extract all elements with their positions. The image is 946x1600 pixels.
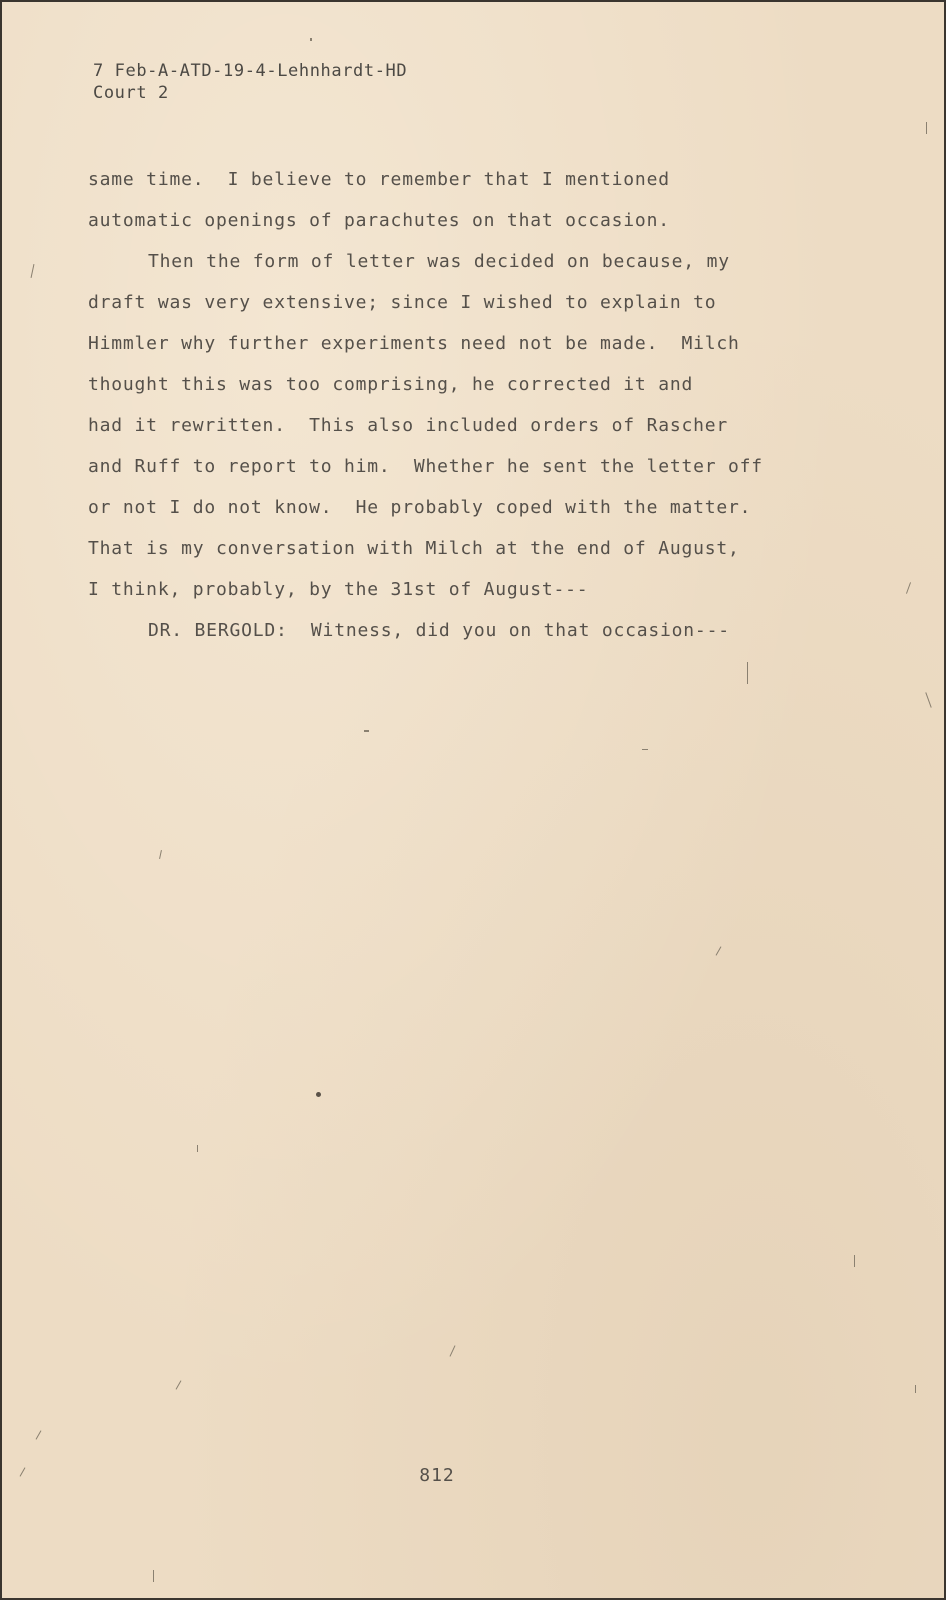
document-reference: 7 Feb-A-ATD-19-4-Lehnhardt-HD <box>93 61 408 81</box>
text-line: Then the form of letter was decided on because, my <box>148 251 730 272</box>
page-number: 812 <box>419 1465 455 1486</box>
document-header <box>93 60 407 104</box>
text-line: and Ruff to report to him. Whether he sent the letter off <box>88 456 763 477</box>
text-line: automatic openings of parachutes on that occasion. <box>88 210 670 231</box>
text-line: That is my conversation with Milch at the end of August, <box>88 538 740 559</box>
paper-speck <box>364 730 369 732</box>
court-label: Court 2 <box>93 83 169 103</box>
text-line: I think, probably, by the 31st of August--- <box>88 579 589 600</box>
paper-speck <box>642 749 648 750</box>
paper-speck <box>925 692 931 707</box>
paper-speck <box>159 850 162 859</box>
text-line: or not I do not know. He probably coped with the matter. <box>88 497 752 518</box>
transcript-body <box>88 159 808 651</box>
paper-speck <box>153 1570 154 1582</box>
paper-speck <box>310 38 312 41</box>
paper-speck <box>197 1145 198 1152</box>
paper-speck <box>716 946 722 955</box>
text-line: thought this was too comprising, he corrected it and <box>88 374 694 395</box>
document-page <box>2 2 944 1598</box>
text-line: draft was very extensive; since I wished to explain to <box>88 292 717 313</box>
text-line: Himmler why further experiments need not be made. Milch <box>88 333 740 354</box>
paper-speck <box>176 1380 182 1389</box>
speaker-line: DR. BERGOLD: Witness, did you on that occasion--- <box>148 620 730 641</box>
paper-speck <box>915 1385 916 1393</box>
text-line: had it rewritten. This also included orders of Rascher <box>88 415 729 436</box>
paper-speck <box>36 1430 42 1439</box>
paper-speck <box>926 122 927 134</box>
paper-speck <box>906 582 911 594</box>
paper-speck <box>854 1255 855 1267</box>
paper-speck <box>316 1092 321 1097</box>
paper-speck <box>31 264 35 278</box>
paper-speck <box>747 662 748 684</box>
paper-speck <box>450 1345 456 1356</box>
text-line: same time. I believe to remember that I mentioned <box>88 169 670 190</box>
